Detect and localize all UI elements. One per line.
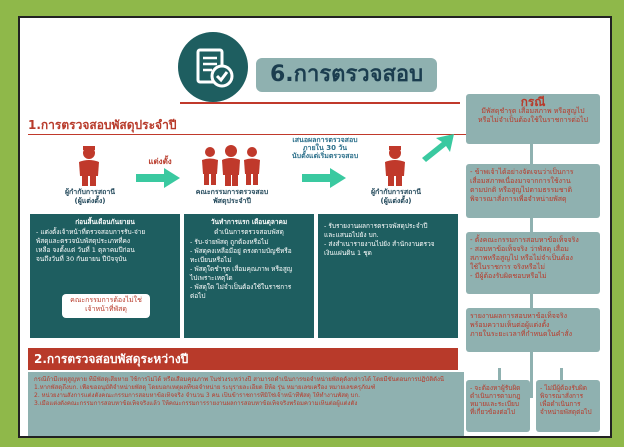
appoint-label: แต่งตั้ง bbox=[148, 157, 172, 166]
box1-heading: ก่อนสิ้นเดือนกันยายน bbox=[75, 218, 135, 226]
info-box-report bbox=[318, 214, 458, 338]
officer-icon bbox=[76, 146, 102, 186]
case-text: มีพัสดุชำรุด เสื่อมสภาพ หรือสูญไป หรือไม่จำเป็นต้องใช้ในราชการต่อไป bbox=[478, 107, 588, 124]
infographic bbox=[18, 16, 612, 438]
outer-frame bbox=[4, 4, 620, 443]
box1-body: - แต่งตั้งเจ้าหน้าที่ตรวจสอบการรับ-จ่าย พัสดุและตรวจนับพัสดุประเภทที่คง เหลือ จงตั้งแต่ วันที่ 1 ตุลาคมปีก่อน จนถึงวันที่ 30 กันยายน ปีปัจจุบัน bbox=[36, 228, 146, 263]
arrow-right-icon bbox=[302, 168, 346, 192]
arrow-up-right-icon bbox=[422, 134, 456, 168]
section2-line: 2. หน่วยงานสั่งการแต่งตั้งคณะกรรมการสอบหาข้อเท็จจริง จำนวน 3 คน เป็นข้าราชการที่มิใช่เจ้าหน้าที่พัสดุ ให้ทำงานพัสดุ บก. bbox=[34, 392, 361, 399]
step4-text: รายงานผลการสอบหาข้อเท็จจริง พร้อมความเห็นต่อผู้แต่งตั้ง ภายในระยะเวลาที่กำหนดในคำสั่ง bbox=[470, 312, 573, 338]
box3-body: - รับรายงานผลการตรวจพัสดุประจำปี และแสนอไปยัง บก. - ส่งสำเนารายงานไปยัง สำนักงานตรวจ เงินแผ่นดิน 1 ชุด bbox=[324, 222, 435, 257]
section2-line: กรณีถ้ามีเหตุสูญหาย ที่มีพัสดุเสียหาย ใช้การไม่ได้ หรือเสื่อมคุณภาพ ในช่วงระหว่างปี สามารถดำเนินการขอจำหน่ายพัสดุดังกล่าวได้ โดยมีขั้นตอนการปฏิบัติดังนี้ bbox=[34, 376, 445, 383]
section1-title: 1.การตรวจสอบพัสดุประจำปี bbox=[28, 118, 177, 132]
case-title: กรณี bbox=[520, 95, 546, 109]
deadline-note: เสนอผลการตรวจสอบ ภายใน 30 วัน นับตั้งแต่เริ่มตรวจสอบ bbox=[291, 136, 359, 160]
section2-line: 3.เมื่อแต่งตั้งคณะกรรมการสอบหาข้อเท็จจริงแล้ว ให้คณะกรรมการรายงานผลการสอบหาข้อเท็จจริงพร้อมความเห็นต่อผู้แต่งตั้ง bbox=[34, 400, 358, 407]
step3-text: - ตั้งคณะกรรมการสอบหาข้อเท็จจริง - สอบหาข้อเท็จจริง ว่าพัสดุ เสื่อม สภาพหรือสูญไป หรือไม่จำเป็นต้อง ใช้ในราชการ จริงหรือไม่ - มีผู้ต้องรับผิดชอบหรือไม่ bbox=[470, 236, 579, 280]
clipboard-check-icon bbox=[178, 32, 248, 102]
section2-title: 2.การตรวจสอบพัสดุระหว่างปี bbox=[28, 348, 458, 370]
case-box bbox=[466, 94, 600, 144]
section2-body bbox=[28, 372, 464, 436]
section2-line: 1.หากพัสดุถึงบก. เพื่อขออนุมัติจำหน่ายพัสดุ โดยบอกเหตุผลที่ขอจำหน่าย ระบุรายละเอียด ยี่ห้อ รุ่น หมายเลขเครื่อง หมายเลขครุภัณฑ์ bbox=[34, 384, 376, 391]
step-box-depreciation bbox=[466, 164, 600, 218]
info-box-before-september bbox=[30, 214, 180, 338]
box2-heading: วันทำการแรก เดือนตุลาคม bbox=[210, 218, 288, 226]
step5a-text: - จะต้องหาผู้รับผิด ดำเนินการตามกฎ หมายและระเบียบ ที่เกี่ยวข้องต่อไป bbox=[470, 384, 521, 416]
step-box-liable bbox=[466, 380, 530, 432]
person1-caption: ผู้กำกับการสถานี (ผู้แต่งตั้ง) bbox=[64, 188, 116, 205]
title-divider bbox=[180, 102, 460, 104]
page-title: 6.การตรวจสอบ bbox=[256, 58, 437, 92]
arrow-right-icon bbox=[136, 168, 180, 192]
committee-icon bbox=[198, 144, 264, 186]
step5b-text: - ไม่มีผู้ต้องรับผิด พิจารณาสั่งการ เพื่อดำเนินการ จำหน่ายพัสดุต่อไป bbox=[540, 384, 592, 416]
info-box-october bbox=[184, 214, 314, 338]
section1-divider bbox=[28, 134, 468, 135]
box2-body: - รับ-จ่ายพัสดุ ถูกต้องหรือไม่ - พัสดุคงเหลือมีอยู่ ตรงตามบัญชีหรือ ทะเบียนหรือไม่ - พัสดุใดชำรุด เสื่อมคุณภาพ หรือสูญ ไปเพราะเหตุใด - พัสดุใด ไม่จำเป็นต้องใช้ในราชการ ต่อไป bbox=[190, 238, 293, 300]
box2-subheading: ดำเนินการตรวจสอบพัสดุ bbox=[214, 228, 284, 236]
committee-caption: คณะกรรมการตรวจสอบ พัสดุประจำปี bbox=[195, 188, 269, 205]
person2-caption: ผู้กำกับการสถานี (ผู้แต่งตั้ง) bbox=[370, 188, 422, 205]
step-box-not-liable bbox=[536, 380, 600, 432]
step-box-report-result bbox=[466, 308, 600, 352]
officer-icon bbox=[382, 146, 408, 186]
step2-text: - ข้าพเจ้าได้อย่างจัดเจนว่าเป็นการ เสื่อมสภาพเนื่องมาจากการใช้งาน ตามปกติ หรือสูญไปตามธรรมชาติ พิจารณาสั่งการเพื่อจำหน่ายพัสดุ bbox=[470, 168, 574, 203]
step-box-fact-finding bbox=[466, 232, 600, 294]
committee-rule-badge: คณะกรรมการต้องไม่ใช่ เจ้าหน้าที่พัสดุ bbox=[62, 294, 150, 318]
